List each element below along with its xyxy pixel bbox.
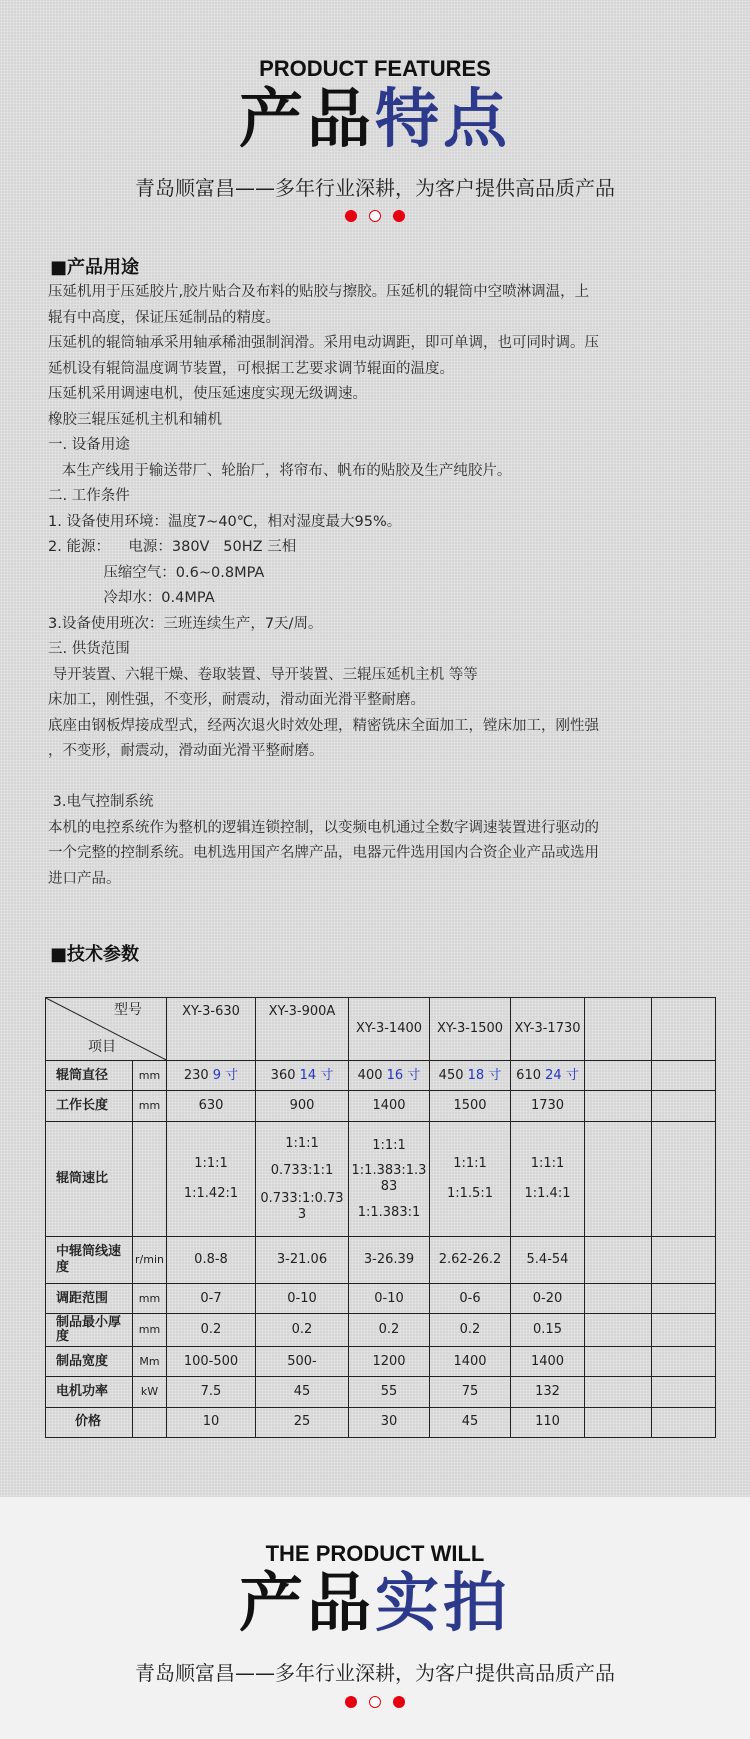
- value-cell: 0.8-8: [167, 1237, 256, 1284]
- ratio-line: 1:1:1: [285, 1135, 319, 1151]
- usage-line: 导开装置、六辊干燥、卷取装置、导开装置、三辊压延机主机 等等: [48, 666, 478, 683]
- red-dot-icon: [393, 1696, 405, 1708]
- usage-line: 延机设有辊筒温度调节装置，可根据工艺要求调节辊面的温度。: [48, 360, 454, 377]
- features-title-cn-blue: 特点: [375, 83, 511, 157]
- usage-blank-line: [48, 765, 703, 791]
- ratio-line: 1:1.383:1.383: [351, 1163, 427, 1194]
- usage-line: 压延机采用调速电机，使压延速度实现无级调速。: [48, 386, 367, 402]
- value-cell: 3-21.06: [256, 1237, 349, 1284]
- row-label: 工作长度: [46, 1091, 133, 1121]
- header-item-label: 项目: [88, 1039, 116, 1056]
- usage-line: 冷却水：0.4MPA: [48, 590, 215, 606]
- value-cell: 132: [511, 1377, 585, 1407]
- value-cell: 110: [511, 1407, 585, 1438]
- empty-cell: [585, 1237, 652, 1284]
- row-unit: Mm: [133, 1346, 167, 1376]
- spec-row-length: [46, 1091, 716, 1121]
- ring-dot-icon: [369, 1696, 381, 1708]
- features-title-cn: [0, 83, 750, 157]
- value-cell: 30: [349, 1407, 430, 1438]
- usage-line: 压缩空气：0.6~0.8MPA: [48, 564, 265, 581]
- value-cell: [430, 1060, 511, 1090]
- value-cell: 900: [256, 1091, 349, 1121]
- spec-row-gap: [46, 1283, 716, 1313]
- value-cell: 500-: [256, 1346, 349, 1376]
- value-cell: 630: [167, 1091, 256, 1121]
- empty-cell: [652, 998, 716, 1061]
- usage-line: 本生产线用于输送带厂、轮胎厂，将帘布、帆布的贴胶及生产纯胶片。: [48, 462, 512, 479]
- usage-line: 压延机的辊筒轴承采用轴承稀油强制润滑。采用电动调距，即可单调，也可同时调。压: [48, 335, 599, 351]
- empty-cell: [585, 1377, 652, 1407]
- spec-row-price: [46, 1407, 716, 1438]
- usage-line: 压延机用于压延胶片,胶片贴合及布料的贴胶与擦胶。压延机的辊筒中空喷淋调温，上: [48, 284, 590, 300]
- spec-row-ratio: [46, 1121, 716, 1237]
- row-unit: kW: [133, 1377, 167, 1407]
- value-cell: 1400: [349, 1091, 430, 1121]
- usage-line: 辊有中高度，保证压延制品的精度。: [48, 309, 280, 326]
- red-dot-icon: [393, 210, 405, 222]
- empty-cell: [585, 1314, 652, 1346]
- empty-cell: [585, 998, 652, 1061]
- model-cell: XY-3-1500: [430, 998, 511, 1061]
- empty-cell: [652, 1346, 716, 1376]
- value-cell: 0.15: [511, 1314, 585, 1346]
- row-unit: mm: [133, 1283, 167, 1313]
- usage-line: 床加工，刚性强，不变形，耐震动，滑动面光滑平整耐磨。: [48, 692, 425, 708]
- model-cell: XY-3-1400: [349, 998, 430, 1061]
- ratio-line: 0.733:1:0.733: [260, 1190, 344, 1222]
- value-cell: 0-6: [430, 1283, 511, 1313]
- row-label: 辊筒速比: [46, 1121, 133, 1237]
- usage-title: ■产品用途: [50, 257, 140, 278]
- empty-cell: [652, 1283, 716, 1313]
- spec-header-row: [46, 998, 716, 1061]
- features-subtitle: 青岛顺富昌——多年行业深耕，为客户提供高品质产品: [135, 176, 615, 200]
- value-cell: [511, 1121, 585, 1237]
- value-cell: 0-20: [511, 1283, 585, 1313]
- value-cell: [511, 1060, 585, 1090]
- value-cell: 5.4-54: [511, 1237, 585, 1284]
- row-label: 制品宽度: [46, 1346, 133, 1376]
- usage-line: 进口产品。: [48, 870, 121, 887]
- usage-line: 底座由钢板焊接成型式，经两次退火时效处理，精密铣床全面加工，镗床加工，刚性强: [48, 717, 599, 734]
- empty-cell: [652, 1237, 716, 1284]
- model-cell: XY-3-1730: [511, 998, 585, 1061]
- ratio-line: 1:1:1: [194, 1156, 228, 1172]
- value-cell: 45: [430, 1407, 511, 1438]
- diameter-mm: 610: [516, 1068, 541, 1084]
- value-cell: 100-500: [167, 1346, 256, 1376]
- usage-line: 1. 设备使用环境：温度7~40℃，相对湿度最大95%。: [48, 513, 402, 530]
- diameter-inch: 9 寸: [212, 1067, 239, 1083]
- empty-cell: [652, 1121, 716, 1237]
- diameter-inch: 24 寸: [545, 1068, 579, 1084]
- spec-table: [45, 997, 716, 1438]
- photos-subtitle: 青岛顺富昌——多年行业深耕，为客户提供高品质产品: [135, 1661, 615, 1685]
- features-dots: [0, 210, 750, 222]
- row-unit: r/min: [133, 1237, 167, 1284]
- diameter-mm: 360: [270, 1067, 296, 1083]
- diameter-mm: 230: [183, 1067, 209, 1083]
- header-model-label: 型号: [114, 1002, 142, 1018]
- empty-cell: [585, 1121, 652, 1237]
- value-cell: 0-10: [256, 1283, 349, 1313]
- usage-line: ，不变形，耐震动，滑动面光滑平整耐磨。: [48, 743, 324, 759]
- photos-title-en: THE PRODUCT WILL: [265, 1541, 485, 1566]
- empty-cell: [585, 1060, 652, 1090]
- empty-cell: [585, 1407, 652, 1438]
- row-unit: [133, 1121, 167, 1237]
- specs-title: ■技术参数: [50, 944, 140, 965]
- ratio-line: 1:1:1: [453, 1156, 487, 1172]
- row-label: 制品最小厚度: [46, 1314, 133, 1346]
- spec-row-speed: [46, 1237, 716, 1284]
- value-cell: 0.2: [256, 1314, 349, 1346]
- value-cell: 0-10: [349, 1283, 430, 1313]
- row-unit: mm: [133, 1091, 167, 1121]
- value-cell: 7.5: [167, 1377, 256, 1407]
- empty-cell: [652, 1060, 716, 1090]
- value-cell: 25: [256, 1407, 349, 1438]
- usage-line: 二. 工作条件: [48, 488, 130, 504]
- value-cell: 2.62-26.2: [430, 1237, 511, 1284]
- value-cell: 45: [256, 1377, 349, 1407]
- ratio-line: 0.733:1:1: [270, 1163, 334, 1179]
- red-dot-icon: [345, 1696, 357, 1708]
- features-title-en: PRODUCT FEATURES: [259, 56, 491, 81]
- photos-title-cn-dark: 产品: [239, 1567, 375, 1641]
- empty-cell: [652, 1407, 716, 1438]
- usage-line: 橡胶三辊压延机主机和辅机: [48, 411, 222, 428]
- value-cell: [349, 1060, 430, 1090]
- value-cell: 1500: [430, 1091, 511, 1121]
- usage-line: 2. 能源： 电源：380V 50HZ 三相: [48, 539, 297, 555]
- photos-title-cn-blue: 实拍: [375, 1567, 511, 1641]
- usage-line: 一个完整的控制系统。电机选用国产名牌产品，电器元件选用国内合资企业产品或选用: [48, 845, 599, 861]
- value-cell: 10: [167, 1407, 256, 1438]
- diameter-inch: 14 寸: [299, 1067, 334, 1083]
- diameter-inch: 16 寸: [386, 1067, 421, 1083]
- spec-row-min-thickness: [46, 1314, 716, 1346]
- model-cell: XY-3-630: [167, 998, 256, 1061]
- value-cell: 1200: [349, 1346, 430, 1376]
- ratio-line: 1:1:1: [372, 1137, 406, 1153]
- usage-line: 本机的电控系统作为整机的逻辑连锁控制，以变频电机通过全数字调速装置进行驱动的: [48, 819, 599, 836]
- value-cell: 0-7: [167, 1283, 256, 1313]
- empty-cell: [652, 1091, 716, 1121]
- value-cell: 1400: [430, 1346, 511, 1376]
- photos-title-cn: [0, 1567, 750, 1641]
- diameter-inch: 18 寸: [467, 1067, 502, 1083]
- value-cell: 75: [430, 1377, 511, 1407]
- row-label: 价格: [46, 1407, 133, 1438]
- ratio-line: 1:1:1: [530, 1156, 565, 1172]
- product-photos-section: [0, 1497, 750, 1739]
- value-cell: [256, 1121, 349, 1237]
- diameter-mm: 450: [438, 1067, 464, 1083]
- row-unit: [133, 1407, 167, 1438]
- empty-cell: [585, 1346, 652, 1376]
- value-cell: 0.2: [430, 1314, 511, 1346]
- ring-dot-icon: [369, 210, 381, 222]
- row-unit: mm: [133, 1314, 167, 1346]
- row-label: 中辊筒线速度: [46, 1237, 133, 1284]
- spec-row-width: [46, 1346, 716, 1376]
- value-cell: 55: [349, 1377, 430, 1407]
- value-cell: 1730: [511, 1091, 585, 1121]
- spec-corner-cell: [46, 998, 167, 1061]
- value-cell: 0.2: [349, 1314, 430, 1346]
- empty-cell: [585, 1091, 652, 1121]
- row-unit: mm: [133, 1060, 167, 1090]
- usage-line: 一. 设备用途: [48, 437, 130, 453]
- usage-line: 三. 供货范围: [48, 641, 130, 657]
- row-label: 调距范围: [46, 1283, 133, 1313]
- value-cell: 0.2: [167, 1314, 256, 1346]
- spec-row-diameter: [46, 1060, 716, 1090]
- value-cell: [256, 1060, 349, 1090]
- spec-row-power: [46, 1377, 716, 1407]
- usage-line: 3.设备使用班次：三班连续生产，7天/周。: [48, 615, 323, 632]
- value-cell: [430, 1121, 511, 1237]
- value-cell: [349, 1121, 430, 1237]
- diameter-mm: 400: [357, 1067, 383, 1083]
- ratio-line: 1:1.42:1: [183, 1185, 239, 1201]
- value-cell: [167, 1121, 256, 1237]
- empty-cell: [652, 1314, 716, 1346]
- ratio-line: 1:1.5:1: [447, 1185, 493, 1201]
- row-label: 电机功率: [46, 1377, 133, 1407]
- value-cell: 1400: [511, 1346, 585, 1376]
- photos-dots: [0, 1696, 750, 1708]
- usage-body: [48, 280, 703, 892]
- value-cell: [167, 1060, 256, 1090]
- features-title-cn-dark: 产品: [239, 83, 375, 157]
- empty-cell: [585, 1283, 652, 1313]
- value-cell: 3-26.39: [349, 1237, 430, 1284]
- red-dot-icon: [345, 210, 357, 222]
- usage-line: 3.电气控制系统: [48, 794, 154, 810]
- model-cell: XY-3-900A: [256, 998, 349, 1061]
- empty-cell: [652, 1377, 716, 1407]
- ratio-line: 1:1.383:1: [357, 1204, 421, 1220]
- row-label: 辊筒直径: [46, 1060, 133, 1090]
- ratio-line: 1:1.4:1: [524, 1185, 571, 1201]
